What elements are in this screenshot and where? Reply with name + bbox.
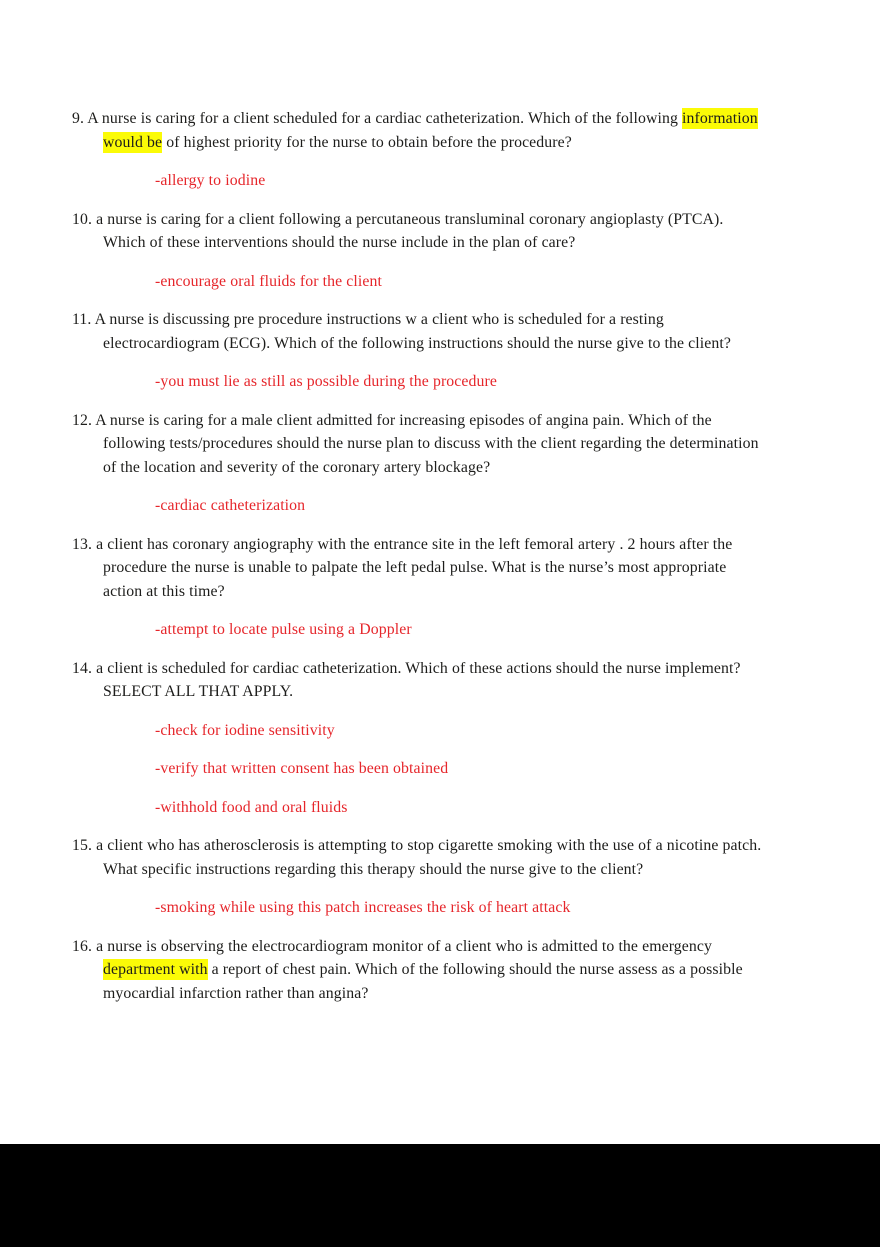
question-text-segment: a client has coronary angiography with the entrance site in the left femoral artery . 2 hours after the procedure the nurse is unable to palpate the left pedal pulse. What is the nurse’s most appropriate action at this time? (96, 535, 733, 600)
answer-text: -check for iodine sensitivity (155, 721, 335, 739)
question-text-segment: a report of chest pain. Which of the following should the nurse assess as a possible myocardial infarction rather than angina? (103, 961, 743, 1002)
letterbox-bottom-bar (0, 1144, 880, 1247)
question-number: 16. (72, 937, 93, 955)
question-text-segment: A nurse is caring for a male client admitted for increasing episodes of angina pain. Which of the following tests/procedures should the nurse plan to discuss with the client regarding the determination of the location and severity of the coronary artery blockage? (95, 411, 759, 476)
question-number: 14. (72, 659, 93, 677)
answer-text: -verify that written consent has been obtained (155, 760, 449, 777)
answer-text: -allergy to iodine (155, 172, 266, 189)
question-text-segment: a client is scheduled for cardiac catheterization. Which of these actions should the nurse implement? SELECT ALL THAT APPLY. (96, 659, 741, 700)
question-number: 13. (72, 535, 93, 553)
answer-text: -you must lie as still as possible during the procedure (155, 373, 498, 390)
question-item (72, 308, 762, 355)
question-number: 11. (72, 311, 92, 328)
answer-text: -encourage oral fluids for the client (155, 272, 382, 290)
question-text-segment: A nurse is discussing pre procedure instructions w a client who is scheduled for a resting electrocardiogram (ECG). Which of the following instructions should the nurse give to the client? (94, 311, 731, 352)
answer-text: -withhold food and oral fluids (155, 798, 348, 816)
answer-text: -cardiac catheterization (155, 497, 306, 514)
question-number: 10. (72, 210, 93, 228)
question-number: 15. (72, 837, 93, 854)
question-number: 12. (72, 411, 93, 429)
question-number: 9. (72, 110, 85, 127)
question-text-segment: A nurse is caring for a client scheduled for a cardiac catheterization. Which of the following (87, 110, 683, 127)
question-text-segment: a client who has atherosclerosis is attempting to stop cigarette smoking with the use of a nicotine patch. What specific instructions regarding this therapy should the nurse give to the client? (96, 837, 762, 878)
questions-list (72, 107, 762, 1005)
answer-text: -smoking while using this patch increases the risk of heart attack (155, 899, 571, 916)
question-item (72, 834, 762, 881)
question-text-segment: a nurse is caring for a client following a percutaneous transluminal coronary angioplasty (PTCA). Which of these interventions should the nurse include in the plan of care? (96, 210, 724, 251)
answer-text: -attempt to locate pulse using a Doppler (155, 621, 412, 638)
question-item (72, 107, 762, 154)
highlighted-text: department with (103, 961, 208, 978)
question-text-segment: a nurse is observing the electrocardiogram monitor of a client who is admitted to the emergency (96, 937, 712, 955)
question-item (72, 935, 762, 1006)
question-item (72, 533, 762, 604)
highlighted-text: information would be (103, 110, 758, 151)
question-item (72, 409, 762, 480)
question-item (72, 208, 762, 255)
question-text-segment: of highest priority for the nurse to obtain before the procedure? (162, 133, 572, 151)
question-item (72, 657, 762, 704)
